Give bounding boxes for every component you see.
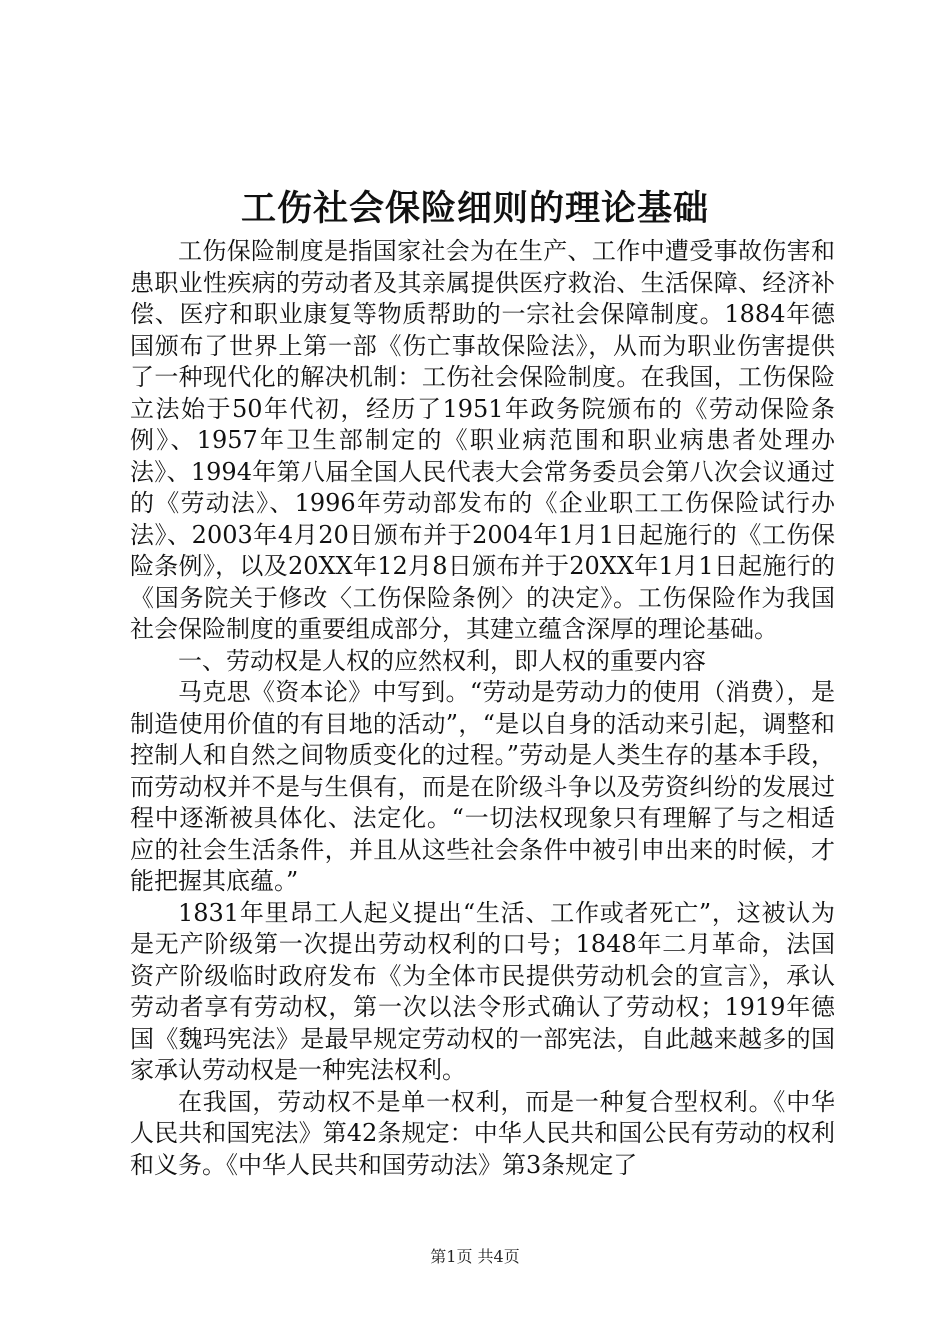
paragraph-marx: 马克思《资本论》中写到。“劳动是劳动力的使用（消费），是制造使用价值的有目地的活动”，“是以自身的活动来引起，调整和控制人和自然之间物质变化的过程。”劳动是人类生存的基本手段，而劳动权并不是与生俱有，而是在阶级斗争以及劳资纠纷的发展过程中逐渐被具体化、法定化。“一切法权现象只有理解了与之相适应的社会生活条件，并且从这些社会条件中被引申出来的时候，才能把握其底蕴。” (130, 678, 835, 895)
document-title: 工伤社会保险细则的理论基础 (240, 188, 709, 229)
section-heading-1: 一、劳动权是人权的应然权利，即人权的重要内容 (178, 646, 706, 675)
document-body (130, 236, 835, 1181)
paragraph-history: 1831年里昂工人起义提出“生活、工作或者死亡”，这被认为是无产阶级第一次提出劳动权利的口号；1848年二月革命，法国资产阶级临时政府发布《为全体市民提供劳动机会的宣言》，承认劳动者享有劳动权，第一次以法令形式确认了劳动权；1919年德国《魏玛宪法》是最早规定劳动权的一部宪法，自此越来越多的国家承认劳动权是一种宪法权利。 (130, 898, 835, 1084)
page-footer: 第1页 共4页 (430, 1247, 520, 1266)
paragraph-china: 在我国，劳动权不是单一权利，而是一种复合型权利。《中华人民共和国宪法》第42条规定：中华人民共和国公民有劳动的权利和义务。《中华人民共和国劳动法》第3条规定了 (130, 1087, 835, 1179)
paragraph-intro: 工伤保险制度是指国家社会为在生产、工作中遭受事故伤害和患职业性疾病的劳动者及其亲属提供医疗救治、生活保障、经济补偿、医疗和职业康复等物质帮助的一宗社会保障制度。1884年德国颁布了世界上第一部《伤亡事故保险法》，从而为职业伤害提供了一种现代化的解决机制：工伤社会保险制度。在我国，工伤保险立法始于50年代初，经历了1951年政务院颁布的《劳动保险条例》、1957年卫生部制定的《职业病范围和职业病患者处理办法》、1994年第八届全国人民代表大会常务委员会第八次会议通过的《劳动法》、1996年劳动部发布的《企业职工工伤保险试行办法》、2003年4月20日颁布并于2004年1月1日起施行的《工伤保险条例》，以及20XX年12月8日颁布并于20XX年1月1日起施行的《国务院关于修改〈工伤保险条例〉的决定》。工伤保险作为我国社会保险制度的重要组成部分，其建立蕴含深厚的理论基础。 (130, 237, 835, 643)
